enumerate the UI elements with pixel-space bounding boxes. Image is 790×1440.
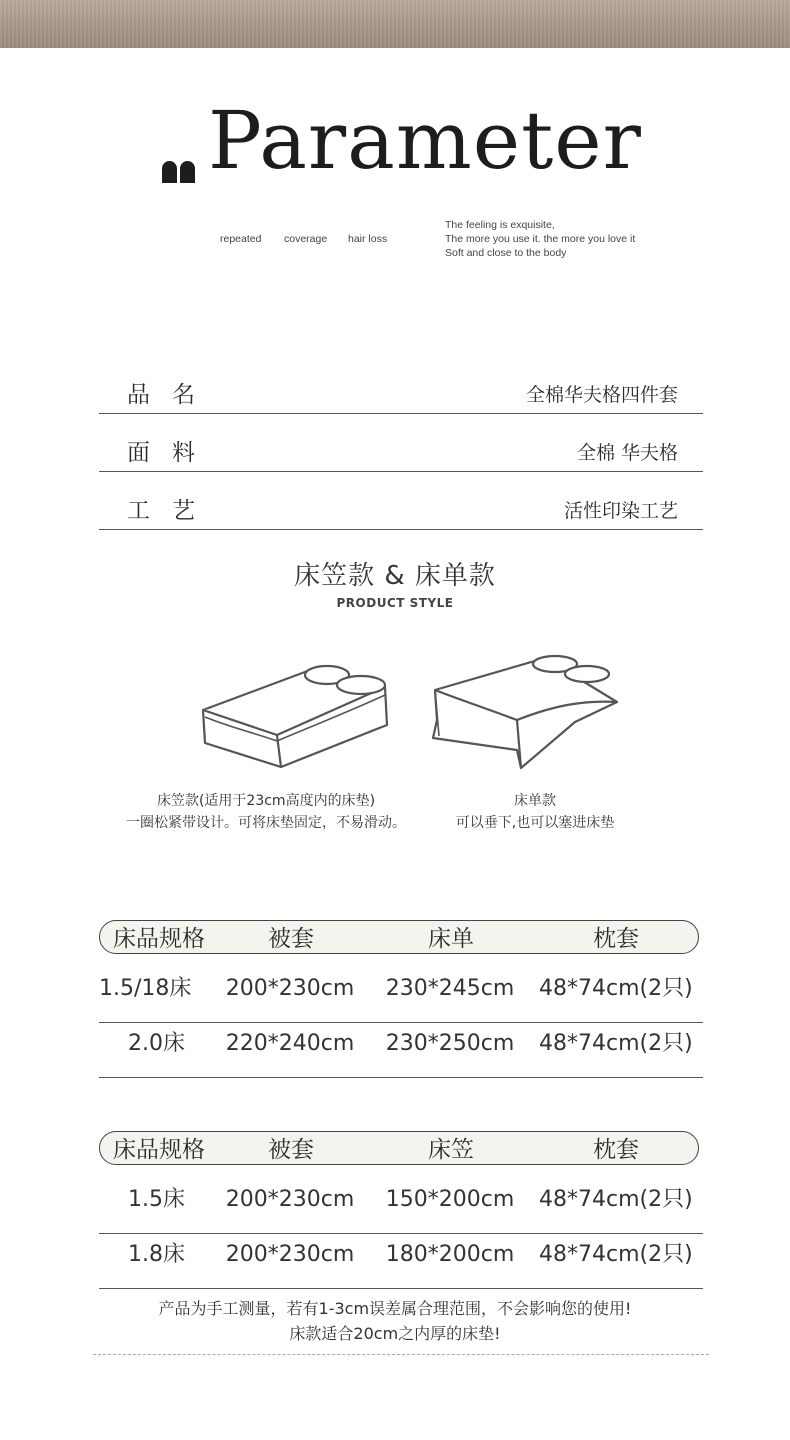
table-cell: 180*200cm [385,1242,515,1267]
table-cell: 220*240cm [225,1031,355,1056]
fitted-sheet-bed-icon [195,655,395,775]
caption-line: 床单款 [514,793,556,809]
table-header [99,1131,699,1165]
header-cell: 床品规格 [113,926,205,952]
table-cell: 230*245cm [385,976,515,1001]
page-title: Parameter [208,94,642,187]
header-cell: 被套 [268,1137,314,1163]
feeling-text [445,218,635,260]
header-cell: 枕套 [593,926,639,952]
fitted-style-caption [110,790,422,834]
table-row [99,1233,703,1289]
table-row [99,1022,703,1078]
tag-hair-loss: hair loss [348,233,388,245]
property-value: 全棉 华夫格 [576,442,678,464]
table-header [99,920,699,954]
property-row-craft [99,489,703,530]
table-cell: 48*74cm(2只) [539,1031,693,1056]
feeling-line: The feeling is exquisite, [445,219,555,231]
table-cell: 1.8床 [128,1242,185,1267]
table-cell: 230*250cm [385,1031,515,1056]
header-cell: 被套 [268,926,314,952]
table-cell: 48*74cm(2只) [539,976,693,1001]
table-cell: 1.5/18床 [99,976,192,1001]
table-row [99,1178,703,1234]
caption-line: 床笠款(适用于23cm高度内的床垫) [156,793,376,809]
table-cell: 48*74cm(2只) [539,1187,693,1212]
table-cell: 200*230cm [225,976,355,1001]
measurement-note [0,1296,790,1346]
note-line: 产品为手工测量，若有1-3cm误差属合理范围，不会影响您的使用! [158,1299,632,1318]
fabric-texture-banner [0,0,790,48]
note-line: 床款适合20cm之内厚的床垫! [289,1324,501,1343]
header-cell: 床笠 [428,1137,474,1163]
table-cell: 2.0床 [128,1031,185,1056]
table-cell: 200*230cm [225,1242,355,1267]
table-cell: 200*230cm [225,1187,355,1212]
feeling-line: The more you use it. the more you love it [445,233,636,245]
property-row-name [99,373,703,414]
caption-line: 一圈松紧带设计。可将床垫固定，不易滑动。 [126,815,406,831]
property-label: 品名 [127,382,217,408]
table-row [99,967,703,1023]
property-value: 全棉华夫格四件套 [525,384,678,406]
arch-decoration-icon [162,161,196,183]
header-cell: 床品规格 [113,1137,205,1163]
tag-coverage: coverage [284,233,328,245]
table-cell: 48*74cm(2只) [539,1242,693,1267]
table-cell: 150*200cm [385,1187,515,1212]
flat-sheet-bed-icon [425,650,625,775]
header-cell: 床单 [428,926,474,952]
property-row-fabric [99,431,703,472]
feeling-line: Soft and close to the body [445,247,567,259]
property-value: 活性印染工艺 [563,500,678,522]
dashed-divider [93,1354,709,1355]
table-cell: 1.5床 [128,1187,185,1212]
tag-repeated: repeated [220,233,262,245]
product-style-subtitle: PRODUCT STYLE [336,596,454,610]
property-label: 工艺 [127,498,217,524]
header-cell: 枕套 [593,1137,639,1163]
product-style-title: 床笠款 & 床单款 [294,561,496,591]
flat-style-caption [440,790,630,834]
property-label: 面料 [127,440,217,466]
caption-line: 可以垂下,也可以塞进床垫 [455,815,615,831]
